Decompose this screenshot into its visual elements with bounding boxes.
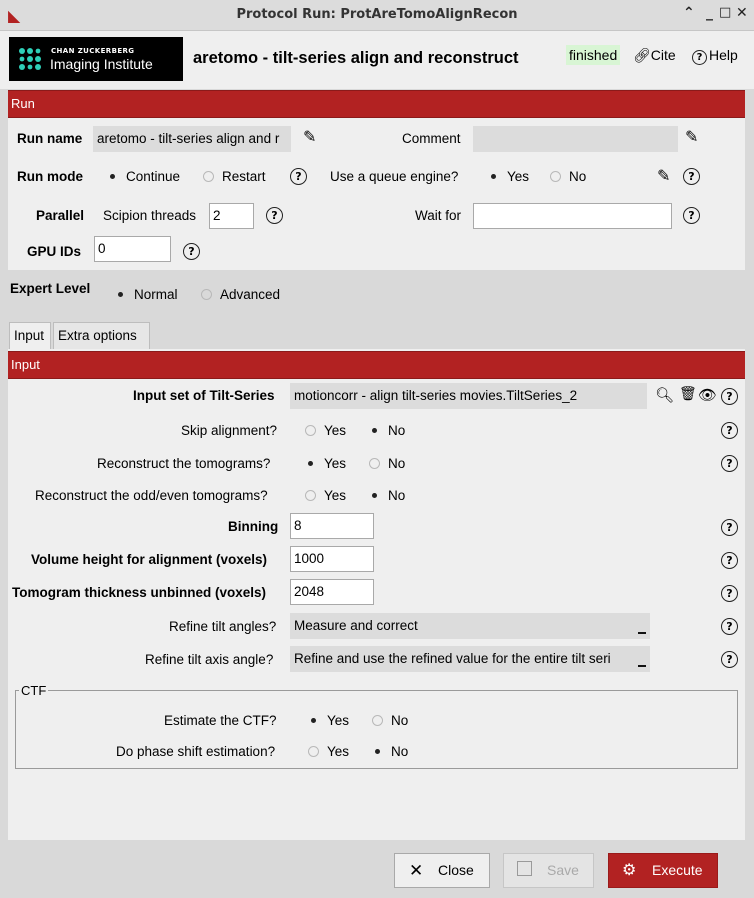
radio-unselected-icon bbox=[201, 289, 212, 300]
collapse-icon[interactable]: ⌃ bbox=[683, 5, 695, 21]
queue-yes[interactable] bbox=[488, 169, 529, 184]
refine-axis-select[interactable] bbox=[290, 646, 650, 672]
skip-no[interactable] bbox=[369, 423, 405, 438]
expert-normal[interactable] bbox=[115, 287, 178, 302]
estimate-ctf-label: Estimate the CTF? bbox=[164, 713, 277, 728]
tilt-series-label: Input set of Tilt-Series bbox=[133, 388, 275, 403]
radio-selected-icon bbox=[488, 171, 499, 182]
skip-yes[interactable] bbox=[305, 423, 346, 438]
refine-angles-value: Measure and correct bbox=[294, 618, 418, 633]
radio-selected-icon bbox=[308, 715, 319, 726]
radio-unselected-icon bbox=[308, 746, 319, 757]
execute-button[interactable] bbox=[608, 853, 718, 888]
edit-comment-icon[interactable]: ✎ bbox=[685, 127, 699, 146]
oddeven-label: Reconstruct the odd/even tomograms? bbox=[35, 488, 268, 503]
radio-selected-icon bbox=[369, 490, 380, 501]
logo-mark-icon bbox=[18, 47, 44, 71]
queue-no[interactable] bbox=[550, 169, 586, 184]
threads-label: Scipion threads bbox=[103, 208, 197, 223]
yes-label: Yes bbox=[327, 713, 350, 728]
help-label: Help bbox=[709, 47, 738, 63]
skip-help-icon[interactable]: ? bbox=[721, 422, 738, 439]
radio-unselected-icon bbox=[305, 490, 316, 501]
gpu-label: GPU IDs bbox=[27, 244, 82, 259]
app-icon: ◣ bbox=[8, 6, 21, 25]
close-label: Close bbox=[438, 862, 474, 878]
close-icon: ✕ bbox=[409, 861, 424, 880]
eye-icon[interactable]: 👁︎ bbox=[698, 386, 718, 404]
protocol-name: aretomo - tilt-series align and reconstruct bbox=[193, 49, 519, 67]
trash-icon[interactable]: 🗑︎ bbox=[679, 386, 697, 402]
tilt-series-field[interactable]: motioncorr - align tilt-series movies.TiltSeries_2 bbox=[290, 383, 647, 409]
tab-input[interactable]: Input bbox=[9, 322, 51, 349]
restart-label: Restart bbox=[222, 169, 266, 184]
comment-label: Comment bbox=[402, 131, 461, 146]
cite-label: Cite bbox=[650, 47, 676, 63]
link-icon: 🔗︎ bbox=[633, 47, 651, 63]
cite-link[interactable] bbox=[633, 47, 676, 64]
dropdown-arrow-icon bbox=[637, 622, 647, 634]
radio-unselected-icon bbox=[305, 425, 316, 436]
help-link[interactable] bbox=[692, 47, 738, 65]
yes-label: Yes bbox=[327, 744, 350, 759]
help-icon: ? bbox=[692, 50, 707, 65]
radio-unselected-icon bbox=[550, 171, 561, 182]
continue-label: Continue bbox=[126, 169, 181, 184]
edit-queue-icon[interactable]: ✎ bbox=[657, 166, 671, 185]
ctf-group-title: CTF bbox=[21, 683, 47, 698]
no-label: No bbox=[391, 744, 409, 759]
refine-axis-help-icon[interactable]: ? bbox=[721, 651, 738, 668]
radio-unselected-icon bbox=[372, 715, 383, 726]
edit-run-name-icon[interactable]: ✎ bbox=[303, 127, 317, 146]
binning-label: Binning bbox=[228, 519, 279, 534]
refine-axis-label: Refine tilt axis angle? bbox=[145, 652, 274, 667]
maximize-icon[interactable]: □ bbox=[719, 5, 732, 20]
gpu-help-icon[interactable]: ? bbox=[183, 243, 200, 260]
volume-height-field[interactable]: 1000 bbox=[290, 546, 374, 572]
refine-angles-label: Refine tilt angles? bbox=[169, 619, 277, 634]
minimize-icon[interactable]: _ bbox=[706, 5, 713, 21]
oddeven-yes[interactable] bbox=[305, 488, 346, 503]
reconstruct-label: Reconstruct the tomograms? bbox=[97, 456, 271, 471]
binning-field[interactable]: 8 bbox=[290, 513, 374, 539]
queue-label: Use a queue engine? bbox=[330, 169, 459, 184]
input-section-bar bbox=[8, 351, 745, 379]
yes-label: Yes bbox=[324, 456, 347, 471]
yes-label: Yes bbox=[324, 423, 347, 438]
phase-shift-label: Do phase shift estimation? bbox=[116, 744, 276, 759]
run-section-title: Run bbox=[11, 96, 35, 111]
refine-angles-select[interactable] bbox=[290, 613, 650, 639]
save-label: Save bbox=[547, 862, 579, 878]
estimate-ctf-yes[interactable] bbox=[308, 713, 349, 728]
gear-icon: ⚙ bbox=[622, 862, 637, 879]
input-section-title: Input bbox=[11, 357, 40, 372]
window-title: Protocol Run: ProtAreTomoAlignRecon bbox=[236, 7, 518, 22]
binning-help-icon[interactable]: ? bbox=[721, 519, 738, 536]
parallel-label: Parallel bbox=[36, 208, 85, 223]
reconstruct-help-icon[interactable]: ? bbox=[721, 455, 738, 472]
normal-label: Normal bbox=[134, 287, 178, 302]
radio-unselected-icon bbox=[369, 458, 380, 469]
reconstruct-yes[interactable] bbox=[305, 456, 346, 471]
czi-logo bbox=[9, 37, 183, 81]
status-badge: finished bbox=[566, 45, 620, 65]
gpu-field[interactable]: 0 bbox=[94, 236, 171, 262]
refine-angles-help-icon[interactable]: ? bbox=[721, 618, 738, 635]
expert-level-label: Expert Level bbox=[10, 281, 91, 296]
advanced-label: Advanced bbox=[220, 287, 281, 302]
save-button[interactable] bbox=[503, 853, 594, 888]
threads-help-icon[interactable]: ? bbox=[266, 207, 283, 224]
queue-help-icon[interactable]: ? bbox=[683, 168, 700, 185]
volume-height-label: Volume height for alignment (voxels) bbox=[31, 552, 268, 567]
window-titlebar bbox=[0, 0, 754, 31]
run-mode-continue[interactable] bbox=[107, 169, 180, 184]
tilt-series-help-icon[interactable]: ? bbox=[721, 388, 738, 405]
yes-label: Yes bbox=[324, 488, 347, 503]
run-mode-restart[interactable] bbox=[203, 169, 266, 184]
volume-height-help-icon[interactable]: ? bbox=[721, 552, 738, 569]
save-icon bbox=[517, 861, 532, 876]
no-label: No bbox=[388, 423, 406, 438]
tab-extra-options[interactable]: Extra options bbox=[53, 322, 150, 349]
radio-selected-icon bbox=[372, 746, 383, 757]
run-name-field[interactable]: aretomo - tilt-series align and r bbox=[93, 126, 291, 152]
execute-label: Execute bbox=[652, 862, 703, 878]
wait-for-help-icon[interactable]: ? bbox=[683, 207, 700, 224]
radio-unselected-icon bbox=[203, 171, 214, 182]
search-icon[interactable]: 🔍︎ bbox=[655, 386, 675, 404]
wait-for-field[interactable] bbox=[473, 203, 672, 229]
run-name-label: Run name bbox=[17, 131, 83, 146]
thickness-help-icon[interactable]: ? bbox=[721, 585, 738, 602]
run-section-bar bbox=[8, 90, 745, 118]
wait-for-label: Wait for bbox=[415, 208, 462, 223]
phase-shift-yes[interactable] bbox=[308, 744, 349, 759]
no-label: No bbox=[391, 713, 409, 728]
refine-axis-value: Refine and use the refined value for the entire tilt seri bbox=[294, 651, 611, 666]
radio-selected-icon bbox=[305, 458, 316, 469]
logo-line1: CHAN ZUCKERBERG bbox=[51, 47, 135, 55]
radio-selected-icon bbox=[115, 289, 126, 300]
oddeven-no[interactable] bbox=[369, 488, 405, 503]
logo-line2: Imaging Institute bbox=[50, 56, 153, 72]
yes-label: Yes bbox=[507, 169, 530, 184]
run-mode-label: Run mode bbox=[17, 169, 83, 184]
reconstruct-no[interactable] bbox=[369, 456, 405, 471]
expert-advanced[interactable] bbox=[201, 287, 280, 302]
close-window-icon[interactable]: ✕ bbox=[736, 5, 748, 21]
run-mode-help-icon[interactable]: ? bbox=[290, 168, 307, 185]
thickness-label: Tomogram thickness unbinned (voxels) bbox=[12, 585, 267, 600]
phase-shift-no[interactable] bbox=[372, 744, 408, 759]
estimate-ctf-no[interactable] bbox=[372, 713, 408, 728]
thickness-field[interactable]: 2048 bbox=[290, 579, 374, 605]
no-label: No bbox=[388, 488, 406, 503]
no-label: No bbox=[569, 169, 587, 184]
dropdown-arrow-icon bbox=[637, 655, 647, 667]
skip-alignment-label: Skip alignment? bbox=[181, 423, 278, 438]
no-label: No bbox=[388, 456, 406, 471]
radio-selected-icon bbox=[369, 425, 380, 436]
radio-selected-icon bbox=[107, 171, 118, 182]
threads-field[interactable]: 2 bbox=[209, 203, 254, 229]
close-button[interactable] bbox=[394, 853, 490, 888]
comment-field[interactable] bbox=[473, 126, 678, 152]
